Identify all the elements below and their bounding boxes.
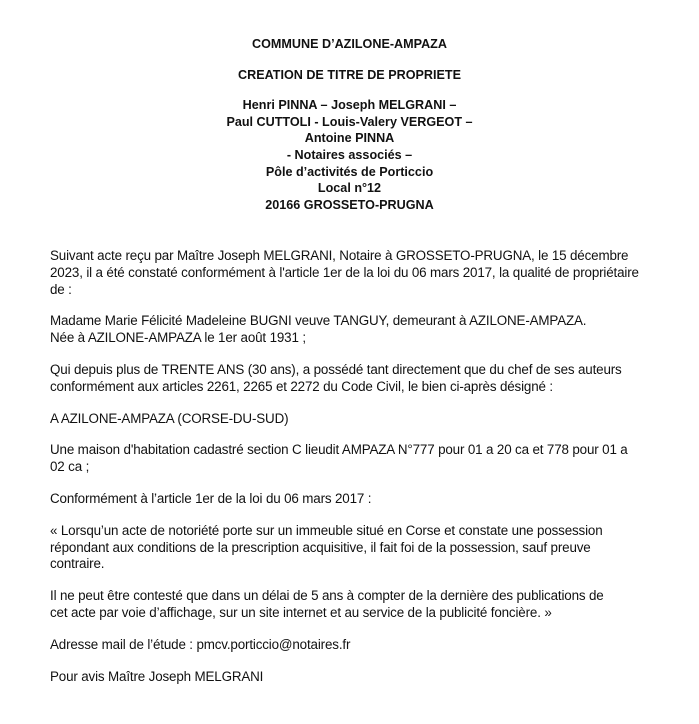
- paragraph: [50, 362, 690, 396]
- paragraph: [50, 442, 690, 476]
- paragraph-line: 2023, il a été constaté conformément à l'article 1er de la loi du 06 mars 2017, la qualité de propriétaire: [50, 264, 639, 280]
- paragraph-line: Conformément à l’article 1er de la loi du 06 mars 2017 :: [50, 490, 372, 506]
- paragraph-line: Née à AZILONE-AMPAZA le 1er août 1931 ;: [50, 330, 306, 346]
- paragraph-line: Suivant acte reçu par Maître Joseph MELGRANI, Notaire à GROSSETO-PRUGNA, le 15 décembre: [50, 248, 629, 263]
- paragraph: [50, 637, 690, 654]
- commune-title: COMMUNE D’AZILONE-AMPAZA: [252, 37, 447, 51]
- paragraph: [50, 411, 690, 428]
- paragraph-line: Il ne peut être contesté que dans un délai de 5 ans à compter de la dernière des publications de: [50, 588, 604, 604]
- paragraph-line: Une maison d'habitation cadastré section C lieudit AMPAZA N°777 pour 01 a 20 ca et 778 pour 01 a: [50, 442, 628, 458]
- paragraph-line: cet acte par voie d’affichage, sur un site internet et au service de la publicité foncière. »: [50, 604, 552, 620]
- paragraph-line: Pour avis Maître Joseph MELGRANI: [50, 668, 264, 684]
- paragraph: [50, 669, 690, 686]
- paragraph: [50, 313, 690, 347]
- paragraph: [50, 491, 690, 508]
- paragraph-line: Madame Marie Félicité Madeleine BUGNI veuve TANGUY, demeurant à AZILONE-AMPAZA.: [50, 313, 587, 329]
- document-title: CREATION DE TITRE DE PROPRIETE: [238, 67, 461, 82]
- paragraph: [50, 588, 690, 622]
- paragraph-line: A AZILONE-AMPAZA (CORSE-DU-SUD): [50, 410, 289, 426]
- notary-line: - Notaires associés –: [286, 147, 413, 162]
- paragraph-line: de :: [50, 281, 72, 297]
- paragraph-line: conformément aux articles 2261, 2265 et 2272 du Code Civil, le bien ci-après désigné :: [50, 378, 553, 394]
- notary-line: Pôle d’activités de Porticcio: [265, 164, 434, 179]
- paragraph-line: contraire.: [50, 556, 105, 572]
- paragraph-line: Qui depuis plus de TRENTE ANS (30 ans), a possédé tant directement que du chef de ses auteurs: [50, 361, 622, 377]
- paragraph-line: Adresse mail de l’étude : pmcv.porticcio@notaires.fr: [50, 636, 351, 652]
- document-header: [0, 36, 699, 213]
- notary-line: 20166 GROSSETO-PRUGNA: [265, 197, 434, 212]
- notary-line: Antoine PINNA: [304, 131, 395, 146]
- paragraph-line: 02 ca ;: [50, 459, 90, 475]
- paragraph-line: répondant aux conditions de la prescription acquisitive, il fait foi de la possession, sauf preuve: [50, 539, 591, 555]
- notary-line: Local n°12: [317, 181, 382, 196]
- document-body: [50, 248, 690, 700]
- paragraph: [50, 248, 690, 298]
- notaries-block: [0, 97, 699, 213]
- notary-line: Paul CUTTOLI - Louis-Valery VERGEOT –: [226, 114, 473, 129]
- paragraph: [50, 523, 690, 573]
- paragraph-line: « Lorsqu’un acte de notoriété porte sur un immeuble situé en Corse et constate une possession: [50, 522, 603, 538]
- notary-line: Henri PINNA – Joseph MELGRANI –: [242, 98, 457, 113]
